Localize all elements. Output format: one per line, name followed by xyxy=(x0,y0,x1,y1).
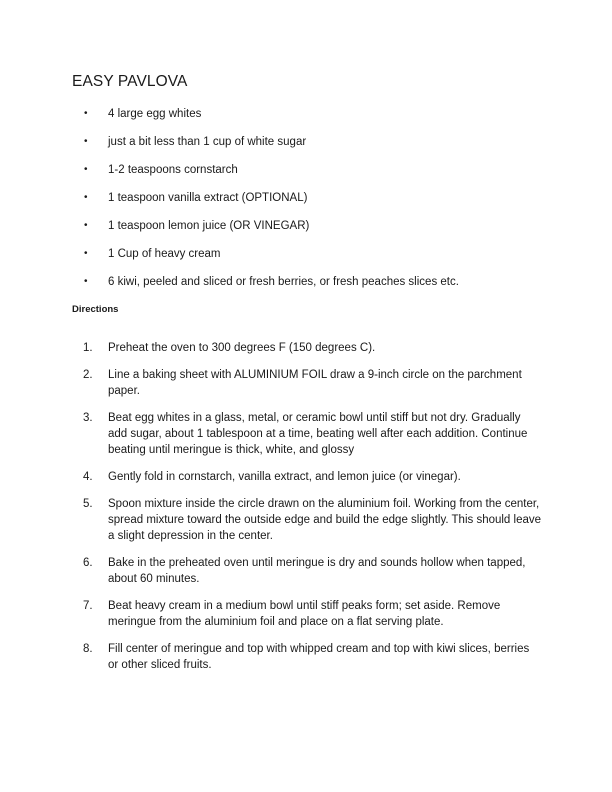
recipe-title: EASY PAVLOVA xyxy=(72,73,188,90)
direction-step xyxy=(72,641,542,673)
step-number: 2. xyxy=(83,369,93,381)
direction-step xyxy=(72,598,542,630)
direction-step xyxy=(72,410,542,458)
ingredient-item xyxy=(72,246,552,274)
step-number: 1. xyxy=(83,342,93,354)
direction-step xyxy=(72,555,542,587)
direction-step xyxy=(72,469,542,485)
step-text: Beat heavy cream in a medium bowl until stiff peaks form; set aside. Remove meringue from the aluminium foil and place on a flat serving plate. xyxy=(108,600,501,628)
ingredients-list xyxy=(72,106,552,302)
step-text: Gently fold in cornstarch, vanilla extract, and lemon juice (or vinegar). xyxy=(108,471,461,483)
ingredient-item xyxy=(72,134,552,162)
step-text: Beat egg whites in a glass, metal, or ceramic bowl until stiff but not dry. Gradually add sugar, about 1 tablespoon at a time, beating well after each addition. Continue beating until meringue is thick, white, and glossy xyxy=(108,412,528,456)
ingredient-text: just a bit less than 1 cup of white sugar xyxy=(108,136,307,148)
bullet-icon: • xyxy=(84,164,88,175)
step-text: Bake in the preheated oven until meringue is dry and sounds hollow when tapped, about 60 minutes. xyxy=(108,557,526,585)
step-number: 6. xyxy=(83,557,93,569)
step-text: Spoon mixture inside the circle drawn on the aluminium foil. Working from the center, spread mixture toward the outside edge and build the edge slightly. This should leave a slight depression in the center. xyxy=(108,498,542,542)
bullet-icon: • xyxy=(84,192,88,203)
bullet-icon: • xyxy=(84,108,88,119)
directions-list xyxy=(72,340,542,684)
ingredient-text: 1 Cup of heavy cream xyxy=(108,248,221,260)
ingredient-item xyxy=(72,190,552,218)
step-text: Fill center of meringue and top with whipped cream and top with kiwi slices, berries or other sliced fruits. xyxy=(108,643,530,671)
bullet-icon: • xyxy=(84,248,88,259)
ingredient-text: 1-2 teaspoons cornstarch xyxy=(108,164,238,176)
direction-step xyxy=(72,367,542,399)
bullet-icon: • xyxy=(84,276,88,287)
ingredient-item xyxy=(72,106,552,134)
ingredient-text: 4 large egg whites xyxy=(108,108,202,120)
ingredient-item xyxy=(72,162,552,190)
ingredient-text: 6 kiwi, peeled and sliced or fresh berries, or fresh peaches slices etc. xyxy=(108,276,459,288)
directions-heading: Directions xyxy=(72,304,119,315)
direction-step xyxy=(72,496,542,544)
ingredient-item xyxy=(72,274,552,302)
direction-step xyxy=(72,340,542,356)
ingredient-text: 1 teaspoon vanilla extract (OPTIONAL) xyxy=(108,192,308,204)
step-number: 4. xyxy=(83,471,93,483)
step-number: 8. xyxy=(83,643,93,655)
step-number: 3. xyxy=(83,412,93,424)
step-number: 7. xyxy=(83,600,93,612)
step-text: Preheat the oven to 300 degrees F (150 degrees C). xyxy=(108,342,376,354)
bullet-icon: • xyxy=(84,220,88,231)
ingredient-item xyxy=(72,218,552,246)
bullet-icon: • xyxy=(84,136,88,147)
step-number: 5. xyxy=(83,498,93,510)
ingredient-text: 1 teaspoon lemon juice (OR VINEGAR) xyxy=(108,220,310,232)
step-text: Line a baking sheet with ALUMINIUM FOIL draw a 9-inch circle on the parchment paper. xyxy=(108,369,522,397)
